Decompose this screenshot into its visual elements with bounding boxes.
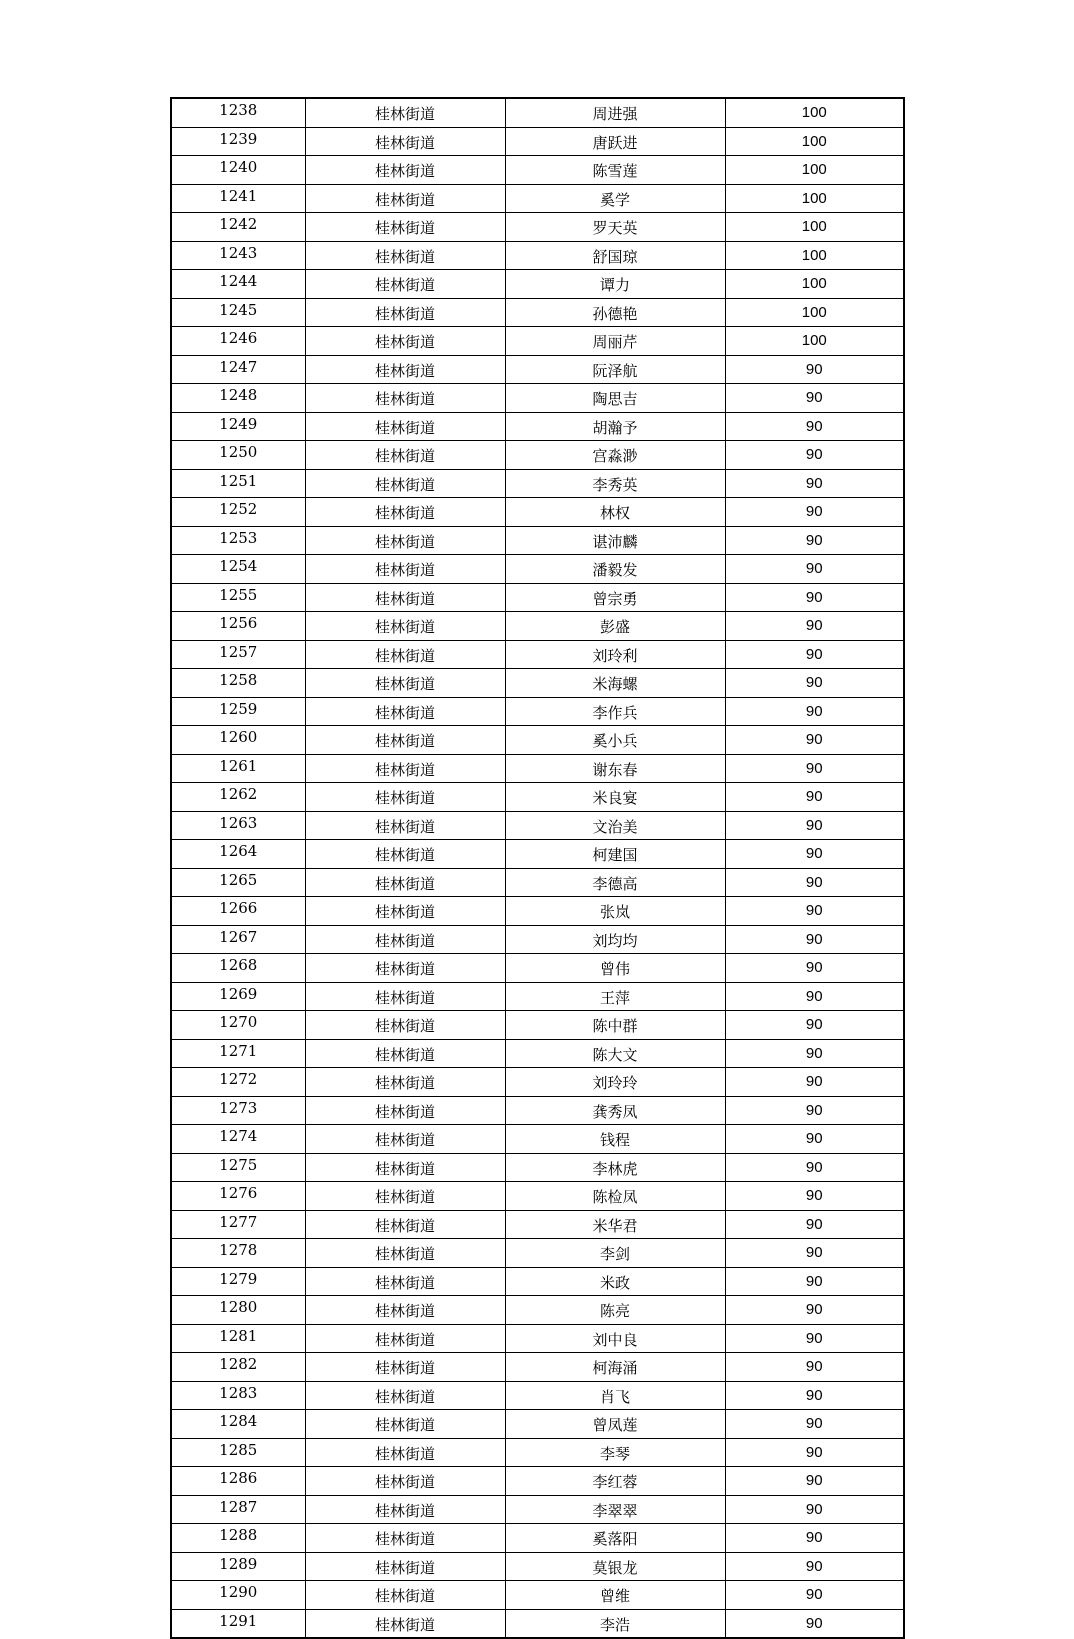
cell-name: 文治美 — [505, 811, 725, 840]
cell-score: 90 — [725, 640, 904, 669]
cell-id: 1284 — [171, 1410, 305, 1439]
table-row — [171, 469, 904, 498]
cell-name: 刘玲玲 — [505, 1068, 725, 1097]
cell-score: 90 — [725, 412, 904, 441]
cell-name: 周进强 — [505, 98, 725, 127]
cell-street: 桂林街道 — [305, 213, 505, 242]
cell-id: 1256 — [171, 612, 305, 641]
table-row — [171, 1609, 904, 1638]
cell-score: 90 — [725, 1239, 904, 1268]
cell-name: 奚学 — [505, 184, 725, 213]
cell-street: 桂林街道 — [305, 184, 505, 213]
cell-name: 张岚 — [505, 897, 725, 926]
cell-street: 桂林街道 — [305, 298, 505, 327]
cell-score: 100 — [725, 327, 904, 356]
cell-id: 1249 — [171, 412, 305, 441]
table-row — [171, 1495, 904, 1524]
cell-name: 李翠翠 — [505, 1495, 725, 1524]
cell-name: 谭力 — [505, 270, 725, 299]
cell-name: 陈雪莲 — [505, 156, 725, 185]
cell-name: 曾凤莲 — [505, 1410, 725, 1439]
cell-id: 1243 — [171, 241, 305, 270]
cell-score: 90 — [725, 1039, 904, 1068]
cell-score: 90 — [725, 726, 904, 755]
cell-id: 1239 — [171, 127, 305, 156]
table-row — [171, 1410, 904, 1439]
table-row — [171, 726, 904, 755]
table-row — [171, 1011, 904, 1040]
table-row — [171, 1267, 904, 1296]
cell-id: 1274 — [171, 1125, 305, 1154]
cell-id: 1247 — [171, 355, 305, 384]
cell-name: 莫银龙 — [505, 1552, 725, 1581]
cell-name: 奚小兵 — [505, 726, 725, 755]
cell-name: 李德高 — [505, 868, 725, 897]
cell-id: 1255 — [171, 583, 305, 612]
cell-id: 1241 — [171, 184, 305, 213]
table-row — [171, 1438, 904, 1467]
table-row — [171, 298, 904, 327]
cell-id: 1246 — [171, 327, 305, 356]
cell-street: 桂林街道 — [305, 754, 505, 783]
table-row — [171, 270, 904, 299]
cell-name: 李作兵 — [505, 697, 725, 726]
cell-score: 100 — [725, 98, 904, 127]
table-row — [171, 1324, 904, 1353]
cell-street: 桂林街道 — [305, 897, 505, 926]
cell-score: 100 — [725, 127, 904, 156]
table-row — [171, 1524, 904, 1553]
cell-name: 李琴 — [505, 1438, 725, 1467]
table-row — [171, 384, 904, 413]
cell-id: 1276 — [171, 1182, 305, 1211]
table-row — [171, 498, 904, 527]
cell-id: 1280 — [171, 1296, 305, 1325]
cell-score: 90 — [725, 982, 904, 1011]
table-row — [171, 954, 904, 983]
cell-score: 90 — [725, 783, 904, 812]
cell-name: 谢东春 — [505, 754, 725, 783]
cell-street: 桂林街道 — [305, 127, 505, 156]
cell-name: 陈中群 — [505, 1011, 725, 1040]
table-row — [171, 1552, 904, 1581]
cell-id: 1273 — [171, 1096, 305, 1125]
cell-street: 桂林街道 — [305, 1296, 505, 1325]
cell-street: 桂林街道 — [305, 1125, 505, 1154]
cell-street: 桂林街道 — [305, 98, 505, 127]
table-row — [171, 811, 904, 840]
cell-name: 米华君 — [505, 1210, 725, 1239]
cell-id: 1238 — [171, 98, 305, 127]
cell-id: 1263 — [171, 811, 305, 840]
cell-score: 100 — [725, 213, 904, 242]
cell-street: 桂林街道 — [305, 1410, 505, 1439]
cell-id: 1278 — [171, 1239, 305, 1268]
cell-score: 100 — [725, 156, 904, 185]
cell-id: 1269 — [171, 982, 305, 1011]
cell-name: 林权 — [505, 498, 725, 527]
table-body — [171, 98, 904, 1638]
cell-street: 桂林街道 — [305, 1524, 505, 1553]
cell-id: 1252 — [171, 498, 305, 527]
cell-id: 1277 — [171, 1210, 305, 1239]
cell-score: 90 — [725, 498, 904, 527]
table-row — [171, 555, 904, 584]
cell-id: 1254 — [171, 555, 305, 584]
table-row — [171, 1296, 904, 1325]
cell-score: 90 — [725, 1609, 904, 1638]
table-row — [171, 355, 904, 384]
table-row — [171, 213, 904, 242]
cell-id: 1286 — [171, 1467, 305, 1496]
cell-score: 90 — [725, 1353, 904, 1382]
cell-street: 桂林街道 — [305, 1039, 505, 1068]
table-row — [171, 1096, 904, 1125]
cell-street: 桂林街道 — [305, 669, 505, 698]
cell-score: 90 — [725, 1410, 904, 1439]
cell-name: 陈亮 — [505, 1296, 725, 1325]
cell-street: 桂林街道 — [305, 1552, 505, 1581]
cell-id: 1258 — [171, 669, 305, 698]
table-row — [171, 412, 904, 441]
cell-score: 90 — [725, 1267, 904, 1296]
cell-id: 1244 — [171, 270, 305, 299]
cell-name: 刘玲利 — [505, 640, 725, 669]
cell-id: 1281 — [171, 1324, 305, 1353]
table-row — [171, 697, 904, 726]
cell-name: 米良宴 — [505, 783, 725, 812]
table-row — [171, 640, 904, 669]
cell-score: 90 — [725, 612, 904, 641]
cell-id: 1283 — [171, 1381, 305, 1410]
cell-street: 桂林街道 — [305, 1210, 505, 1239]
table-row — [171, 612, 904, 641]
cell-street: 桂林街道 — [305, 1609, 505, 1638]
cell-score: 100 — [725, 298, 904, 327]
cell-name: 柯海涌 — [505, 1353, 725, 1382]
cell-street: 桂林街道 — [305, 1495, 505, 1524]
cell-name: 王萍 — [505, 982, 725, 1011]
cell-street: 桂林街道 — [305, 241, 505, 270]
cell-name: 陈检凤 — [505, 1182, 725, 1211]
cell-score: 90 — [725, 1096, 904, 1125]
cell-score: 90 — [725, 1182, 904, 1211]
cell-street: 桂林街道 — [305, 1153, 505, 1182]
cell-street: 桂林街道 — [305, 1324, 505, 1353]
cell-name: 曾维 — [505, 1581, 725, 1610]
table-row — [171, 241, 904, 270]
cell-id: 1291 — [171, 1609, 305, 1638]
cell-score: 90 — [725, 1552, 904, 1581]
cell-name: 李剑 — [505, 1239, 725, 1268]
cell-score: 90 — [725, 1381, 904, 1410]
cell-street: 桂林街道 — [305, 1068, 505, 1097]
cell-id: 1271 — [171, 1039, 305, 1068]
cell-name: 龚秀凤 — [505, 1096, 725, 1125]
cell-name: 柯建国 — [505, 840, 725, 869]
cell-score: 90 — [725, 555, 904, 584]
cell-score: 100 — [725, 241, 904, 270]
cell-street: 桂林街道 — [305, 1353, 505, 1382]
cell-street: 桂林街道 — [305, 982, 505, 1011]
table-row — [171, 1581, 904, 1610]
table-row — [171, 156, 904, 185]
cell-name: 彭盛 — [505, 612, 725, 641]
cell-street: 桂林街道 — [305, 555, 505, 584]
table-row — [171, 868, 904, 897]
cell-id: 1268 — [171, 954, 305, 983]
cell-id: 1266 — [171, 897, 305, 926]
table-row — [171, 1353, 904, 1382]
table-row — [171, 1467, 904, 1496]
cell-id: 1248 — [171, 384, 305, 413]
table-row — [171, 1239, 904, 1268]
table-row — [171, 1125, 904, 1154]
table-row — [171, 783, 904, 812]
cell-id: 1242 — [171, 213, 305, 242]
cell-score: 90 — [725, 526, 904, 555]
cell-name: 刘均均 — [505, 925, 725, 954]
cell-id: 1289 — [171, 1552, 305, 1581]
cell-score: 90 — [725, 669, 904, 698]
cell-score: 90 — [725, 1438, 904, 1467]
cell-name: 潘毅发 — [505, 555, 725, 584]
cell-id: 1287 — [171, 1495, 305, 1524]
cell-id: 1279 — [171, 1267, 305, 1296]
cell-score: 90 — [725, 1068, 904, 1097]
cell-street: 桂林街道 — [305, 1182, 505, 1211]
table-row — [171, 327, 904, 356]
cell-street: 桂林街道 — [305, 811, 505, 840]
table-row — [171, 897, 904, 926]
cell-id: 1267 — [171, 925, 305, 954]
cell-score: 90 — [725, 469, 904, 498]
cell-name: 李秀英 — [505, 469, 725, 498]
cell-street: 桂林街道 — [305, 526, 505, 555]
cell-street: 桂林街道 — [305, 868, 505, 897]
cell-name: 陶思吉 — [505, 384, 725, 413]
cell-score: 90 — [725, 384, 904, 413]
cell-score: 90 — [725, 1467, 904, 1496]
cell-score: 90 — [725, 840, 904, 869]
cell-street: 桂林街道 — [305, 697, 505, 726]
table-row — [171, 1381, 904, 1410]
cell-street: 桂林街道 — [305, 1239, 505, 1268]
cell-name: 周丽芹 — [505, 327, 725, 356]
cell-street: 桂林街道 — [305, 469, 505, 498]
cell-name: 李林虎 — [505, 1153, 725, 1182]
cell-street: 桂林街道 — [305, 384, 505, 413]
table-row — [171, 1068, 904, 1097]
cell-id: 1265 — [171, 868, 305, 897]
cell-name: 阮泽航 — [505, 355, 725, 384]
data-table — [170, 97, 905, 1639]
cell-street: 桂林街道 — [305, 1267, 505, 1296]
cell-street: 桂林街道 — [305, 726, 505, 755]
cell-name: 肖飞 — [505, 1381, 725, 1410]
cell-score: 100 — [725, 184, 904, 213]
table-row — [171, 583, 904, 612]
cell-street: 桂林街道 — [305, 1011, 505, 1040]
table-row — [171, 840, 904, 869]
cell-name: 曾宗勇 — [505, 583, 725, 612]
cell-score: 90 — [725, 811, 904, 840]
cell-street: 桂林街道 — [305, 1381, 505, 1410]
cell-name: 宫淼渺 — [505, 441, 725, 470]
table-row — [171, 925, 904, 954]
cell-score: 100 — [725, 270, 904, 299]
cell-street: 桂林街道 — [305, 327, 505, 356]
cell-id: 1262 — [171, 783, 305, 812]
cell-name: 陈大文 — [505, 1039, 725, 1068]
cell-score: 90 — [725, 925, 904, 954]
cell-street: 桂林街道 — [305, 441, 505, 470]
cell-id: 1270 — [171, 1011, 305, 1040]
cell-id: 1240 — [171, 156, 305, 185]
table-row — [171, 1182, 904, 1211]
cell-id: 1257 — [171, 640, 305, 669]
cell-score: 90 — [725, 1324, 904, 1353]
cell-score: 90 — [725, 583, 904, 612]
cell-street: 桂林街道 — [305, 1467, 505, 1496]
cell-name: 唐跃进 — [505, 127, 725, 156]
cell-id: 1260 — [171, 726, 305, 755]
table-row — [171, 982, 904, 1011]
cell-street: 桂林街道 — [305, 840, 505, 869]
cell-id: 1245 — [171, 298, 305, 327]
cell-score: 90 — [725, 1581, 904, 1610]
cell-id: 1264 — [171, 840, 305, 869]
cell-street: 桂林街道 — [305, 1438, 505, 1467]
cell-id: 1285 — [171, 1438, 305, 1467]
cell-id: 1250 — [171, 441, 305, 470]
table-row — [171, 1039, 904, 1068]
cell-id: 1259 — [171, 697, 305, 726]
cell-street: 桂林街道 — [305, 156, 505, 185]
cell-street: 桂林街道 — [305, 270, 505, 299]
cell-id: 1251 — [171, 469, 305, 498]
cell-name: 李浩 — [505, 1609, 725, 1638]
cell-street: 桂林街道 — [305, 1096, 505, 1125]
cell-id: 1282 — [171, 1353, 305, 1382]
cell-score: 90 — [725, 697, 904, 726]
cell-score: 90 — [725, 441, 904, 470]
cell-score: 90 — [725, 355, 904, 384]
cell-id: 1290 — [171, 1581, 305, 1610]
cell-score: 90 — [725, 868, 904, 897]
cell-score: 90 — [725, 1011, 904, 1040]
cell-score: 90 — [725, 1296, 904, 1325]
cell-name: 谌沛麟 — [505, 526, 725, 555]
cell-street: 桂林街道 — [305, 783, 505, 812]
table-row — [171, 1210, 904, 1239]
cell-name: 舒国琼 — [505, 241, 725, 270]
cell-name: 曾伟 — [505, 954, 725, 983]
table-row — [171, 127, 904, 156]
cell-name: 奚落阳 — [505, 1524, 725, 1553]
cell-id: 1275 — [171, 1153, 305, 1182]
cell-name: 米政 — [505, 1267, 725, 1296]
cell-score: 90 — [725, 1495, 904, 1524]
cell-street: 桂林街道 — [305, 412, 505, 441]
cell-name: 钱程 — [505, 1125, 725, 1154]
table-row — [171, 669, 904, 698]
cell-name: 罗天英 — [505, 213, 725, 242]
cell-street: 桂林街道 — [305, 925, 505, 954]
table-row — [171, 526, 904, 555]
table-row — [171, 1153, 904, 1182]
table-row — [171, 441, 904, 470]
cell-score: 90 — [725, 754, 904, 783]
cell-street: 桂林街道 — [305, 612, 505, 641]
cell-score: 90 — [725, 954, 904, 983]
cell-score: 90 — [725, 1153, 904, 1182]
cell-id: 1253 — [171, 526, 305, 555]
table-row — [171, 754, 904, 783]
cell-name: 胡瀚予 — [505, 412, 725, 441]
cell-score: 90 — [725, 1210, 904, 1239]
cell-id: 1288 — [171, 1524, 305, 1553]
cell-name: 孙德艳 — [505, 298, 725, 327]
cell-name: 刘中良 — [505, 1324, 725, 1353]
table-row — [171, 98, 904, 127]
cell-name: 米海螺 — [505, 669, 725, 698]
cell-street: 桂林街道 — [305, 1581, 505, 1610]
cell-street: 桂林街道 — [305, 583, 505, 612]
cell-street: 桂林街道 — [305, 640, 505, 669]
cell-score: 90 — [725, 1524, 904, 1553]
cell-id: 1272 — [171, 1068, 305, 1097]
cell-street: 桂林街道 — [305, 498, 505, 527]
cell-street: 桂林街道 — [305, 954, 505, 983]
cell-score: 90 — [725, 897, 904, 926]
cell-id: 1261 — [171, 754, 305, 783]
cell-street: 桂林街道 — [305, 355, 505, 384]
table-row — [171, 184, 904, 213]
cell-score: 90 — [725, 1125, 904, 1154]
cell-name: 李红蓉 — [505, 1467, 725, 1496]
